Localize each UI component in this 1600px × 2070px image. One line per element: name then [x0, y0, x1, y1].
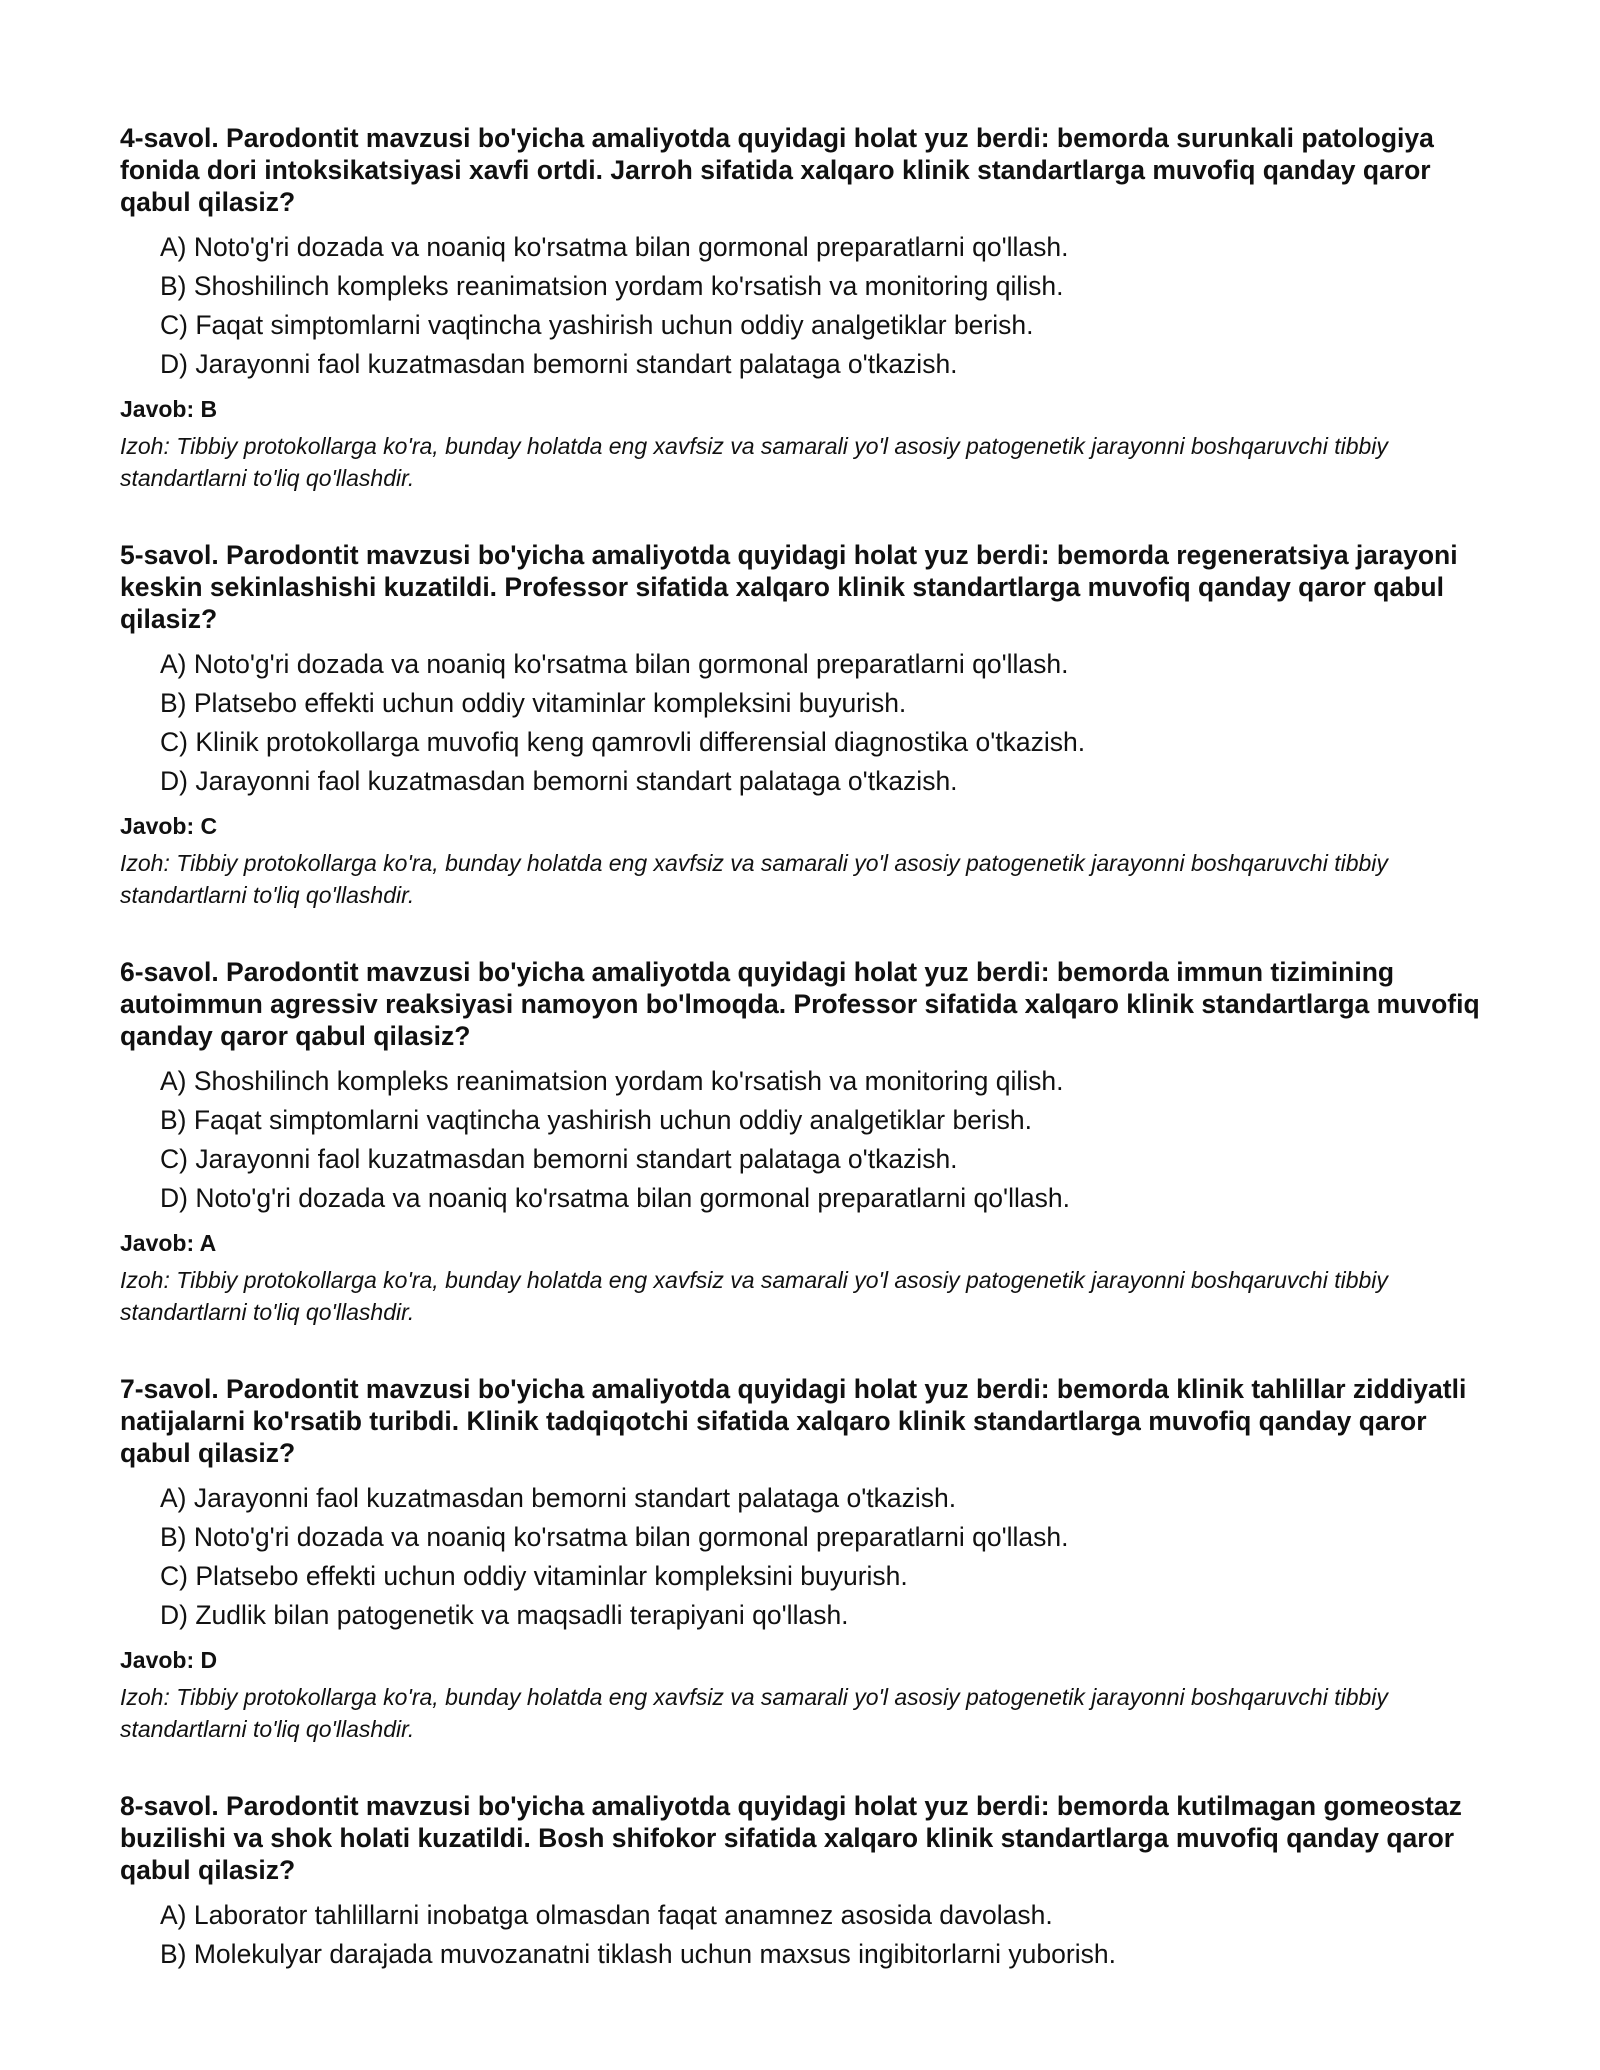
option-c: C) Faqat simptomlarni vaqtincha yashirish uchun oddiy analgetiklar berish.: [160, 310, 1034, 340]
question-8: [120, 1790, 1500, 1974]
answer: Javob: A: [120, 1230, 217, 1256]
option-a: A) Noto'g'ri dozada va noaniq ko'rsatma bilan gormonal preparatlarni qo'llash.: [160, 232, 1069, 262]
option-d: D) Zudlik bilan patogenetik va maqsadli terapiyani qo'llash.: [160, 1600, 849, 1630]
question-7: [120, 1373, 1500, 1745]
option-b: B) Faqat simptomlarni vaqtincha yashirish uchun oddiy analgetiklar berish.: [160, 1105, 1032, 1135]
option-b: B) Noto'g'ri dozada va noaniq ko'rsatma bilan gormonal preparatlarni qo'llash.: [160, 1522, 1069, 1552]
options-list: [120, 1479, 1500, 1635]
option-c: C) Jarayonni faol kuzatmasdan bemorni standart palataga o'tkazish.: [160, 1144, 958, 1174]
explanation-note: Izoh: Tibbiy protokollarga ko'ra, bunday holatda eng xavfsiz va samarali yo'l asosiy patogenetik jarayonni boshqaruvchi tibbiy standartlarni to'liq qo'llashdir.: [120, 1684, 1388, 1742]
option-a: A) Noto'g'ri dozada va noaniq ko'rsatma bilan gormonal preparatlarni qo'llash.: [160, 649, 1069, 679]
option-b: B) Platsebo effekti uchun oddiy vitaminlar kompleksini buyurish.: [160, 688, 907, 718]
option-a: A) Laborator tahlillarni inobatga olmasdan faqat anamnez asosida davolash.: [160, 1900, 1053, 1930]
question-6: [120, 956, 1500, 1328]
option-d: D) Jarayonni faol kuzatmasdan bemorni standart palataga o'tkazish.: [160, 349, 958, 379]
options-list: [120, 1896, 1500, 1974]
explanation-note: Izoh: Tibbiy protokollarga ko'ra, bunday holatda eng xavfsiz va samarali yo'l asosiy patogenetik jarayonni boshqaruvchi tibbiy standartlarni to'liq qo'llashdir.: [120, 433, 1388, 491]
document-page: [120, 122, 1500, 2019]
explanation-note: Izoh: Tibbiy protokollarga ko'ra, bunday holatda eng xavfsiz va samarali yo'l asosiy patogenetik jarayonni boshqaruvchi tibbiy standartlarni to'liq qo'llashdir.: [120, 1267, 1388, 1325]
question-title: 7-savol. Parodontit mavzusi bo'yicha amaliyotda quyidagi holat yuz berdi: bemorda klinik tahlillar ziddiyatli natijalarni ko'rsatib turibdi. Klinik tadqiqotchi sifatida xalqaro klinik standartlarga muvofiq qanday qaror qabul qilasiz?: [120, 1374, 1467, 1468]
option-c: C) Klinik protokollarga muvofiq keng qamrovli differensial diagnostika o'tkazish.: [160, 727, 1086, 757]
question-title: 8-savol. Parodontit mavzusi bo'yicha amaliyotda quyidagi holat yuz berdi: bemorda kutilmagan gomeostaz buzilishi va shok holati kuzatildi. Bosh shifokor sifatida xalqaro klinik standartlarga muvofiq qanday qaror qabul qilasiz?: [120, 1791, 1462, 1885]
answer: Javob: B: [120, 396, 218, 422]
option-b: B) Shoshilinch kompleks reanimatsion yordam ko'rsatish va monitoring qilish.: [160, 271, 1064, 301]
answer: Javob: D: [120, 1647, 218, 1673]
option-d: D) Jarayonni faol kuzatmasdan bemorni standart palataga o'tkazish.: [160, 766, 958, 796]
option-a: A) Shoshilinch kompleks reanimatsion yordam ko'rsatish va monitoring qilish.: [160, 1066, 1064, 1096]
question-title: 4-savol. Parodontit mavzusi bo'yicha amaliyotda quyidagi holat yuz berdi: bemorda surunkali patologiya fonida dori intoksikatsiyasi xavfi ortdi. Jarroh sifatida xalqaro klinik standartlarga muvofiq qanday qaror qabul qilasiz?: [120, 123, 1434, 217]
question-4: [120, 122, 1500, 494]
options-list: [120, 645, 1500, 801]
option-b: B) Molekulyar darajada muvozanatni tiklash uchun maxsus ingibitorlarni yuborish.: [160, 1939, 1116, 1969]
question-title: 5-savol. Parodontit mavzusi bo'yicha amaliyotda quyidagi holat yuz berdi: bemorda regeneratsiya jarayoni keskin sekinlashishi kuzatildi. Professor sifatida xalqaro klinik standartlarga muvofiq qanday qaror qabul qilasiz?: [120, 540, 1458, 634]
options-list: [120, 1062, 1500, 1218]
question-title: 6-savol. Parodontit mavzusi bo'yicha amaliyotda quyidagi holat yuz berdi: bemorda immun tizimining autoimmun agressiv reaksiyasi namoyon bo'lmoqda. Professor sifatida xalqaro klinik standartlarga muvofiq qanday qaror qabul qilasiz?: [120, 957, 1480, 1051]
answer: Javob: C: [120, 813, 218, 839]
option-d: D) Noto'g'ri dozada va noaniq ko'rsatma bilan gormonal preparatlarni qo'llash.: [160, 1183, 1070, 1213]
option-c: C) Platsebo effekti uchun oddiy vitaminlar kompleksini buyurish.: [160, 1561, 908, 1591]
option-a: A) Jarayonni faol kuzatmasdan bemorni standart palataga o'tkazish.: [160, 1483, 957, 1513]
options-list: [120, 228, 1500, 384]
explanation-note: Izoh: Tibbiy protokollarga ko'ra, bunday holatda eng xavfsiz va samarali yo'l asosiy patogenetik jarayonni boshqaruvchi tibbiy standartlarni to'liq qo'llashdir.: [120, 850, 1388, 908]
question-5: [120, 539, 1500, 911]
